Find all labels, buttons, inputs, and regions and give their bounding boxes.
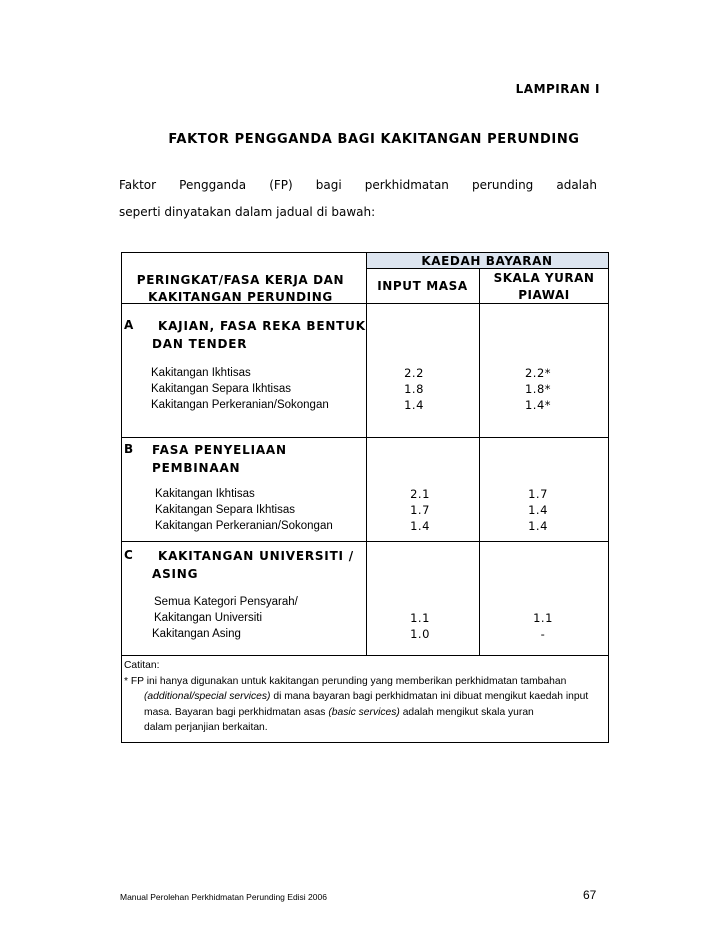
- input-masa-value: 1.7: [410, 503, 430, 517]
- section-letter-a: A: [124, 318, 134, 332]
- header-line: PIAWAI: [518, 288, 570, 302]
- skala-yuran-value: 1.8*: [524, 382, 552, 396]
- page-number: 67: [583, 888, 597, 902]
- notes-divider: [121, 655, 609, 656]
- column-header-kaedah: KAEDAH BAYARAN: [421, 254, 553, 268]
- input-masa-value: 2.1: [410, 487, 430, 501]
- input-masa-value: 1.4: [404, 398, 424, 412]
- header-line: PERINGKAT/FASA KERJA DAN: [136, 273, 345, 287]
- intro-word: Pengganda: [179, 178, 247, 192]
- staff-category-label: Semua Kategori Pensyarah/: [154, 596, 298, 608]
- staff-label: Kakitangan Asing: [152, 628, 241, 640]
- intro-word: Faktor: [119, 178, 157, 192]
- header-line: SKALA YURAN: [493, 271, 595, 285]
- section-title-line: ASING: [152, 567, 199, 581]
- section-title-b: [152, 441, 287, 477]
- column-header-skala-yuran: [480, 270, 608, 304]
- column-divider-1: [366, 252, 367, 655]
- intro-line-2: seperti dinyatakan dalam jadual di bawah:: [119, 205, 376, 219]
- column-header-input-masa: INPUT MASA: [377, 279, 468, 293]
- notes-line: dalam perjanjian berkaitan.: [144, 722, 268, 733]
- skala-yuran-value: 1.4: [528, 519, 548, 533]
- notes-line: [124, 705, 604, 721]
- skala-yuran-value: 1.1: [533, 611, 553, 625]
- notes-heading: Catitan:: [124, 660, 160, 671]
- notes-text: di mana bayaran bagi perkhidmatan ini dibuat mengikut kaedah input: [270, 691, 589, 702]
- staff-label: Kakitangan Perkeranian/Sokongan: [155, 520, 333, 532]
- section-title-a: [152, 317, 366, 353]
- section-divider-b: [121, 541, 609, 542]
- column-header-peringkat: [128, 272, 353, 306]
- input-masa-value: 1.8: [404, 382, 424, 396]
- input-masa-value: 1.1: [410, 611, 430, 625]
- skala-yuran-value: -: [540, 627, 546, 641]
- notes-text: masa. Bayaran bagi perkhidmatan asas: [144, 706, 329, 718]
- section-title-line: DAN TENDER: [152, 337, 248, 351]
- input-masa-value: 2.2: [404, 366, 424, 380]
- skala-yuran-value: 1.7: [528, 487, 548, 501]
- section-title-line: KAKITANGAN UNIVERSITI /: [158, 549, 354, 563]
- section-title-line: FASA PENYELIAAN: [152, 443, 287, 457]
- input-masa-value: 1.4: [410, 519, 430, 533]
- column-divider-2: [479, 268, 480, 655]
- skala-yuran-value: 1.4*: [524, 398, 552, 412]
- section-title-line: PEMBINAAN: [152, 461, 241, 475]
- section-divider-a: [121, 437, 609, 438]
- page-title: FAKTOR PENGGANDA BAGI KAKITANGAN PERUNDING: [168, 132, 580, 147]
- staff-label: Kakitangan Perkeranian/Sokongan: [151, 399, 329, 411]
- section-letter-c: C: [124, 548, 133, 562]
- notes-text: adalah mengikut skala yuran: [399, 706, 534, 718]
- section-title-line: KAJIAN, FASA REKA BENTUK: [158, 319, 366, 333]
- kaedah-divider: [366, 268, 608, 269]
- skala-yuran-value: 1.4: [528, 503, 548, 517]
- section-letter-b: B: [124, 442, 134, 456]
- staff-label: Kakitangan Separa Ikhtisas: [151, 383, 292, 395]
- section-title-c: [152, 547, 354, 583]
- input-masa-value: 1.0: [410, 627, 430, 641]
- intro-word: perkhidmatan: [364, 178, 449, 192]
- header-line: KAKITANGAN PERUNDING: [148, 290, 333, 304]
- notes-line: * FP ini hanya digunakan untuk kakitangan perunding yang memberikan perkhidmatan tambahan: [124, 675, 567, 687]
- staff-label: Kakitangan Ikhtisas: [151, 367, 251, 379]
- notes-italic: (basic services): [328, 706, 400, 718]
- notes-line: [124, 689, 604, 705]
- intro-word: adalah: [556, 178, 597, 192]
- intro-line-1: [119, 178, 597, 192]
- staff-label: Kakitangan Ikhtisas: [155, 488, 255, 500]
- skala-yuran-value: 2.2*: [524, 366, 552, 380]
- appendix-label: LAMPIRAN I: [515, 82, 600, 96]
- intro-word: perunding: [471, 178, 534, 192]
- staff-label: Kakitangan Separa Ikhtisas: [155, 504, 296, 516]
- intro-word: bagi: [315, 178, 342, 192]
- notes-italic: (additional/special services): [144, 691, 271, 702]
- staff-label: Kakitangan Universiti: [154, 612, 263, 624]
- notes-section: [124, 658, 604, 736]
- footer-text: Manual Perolehan Perkhidmatan Perunding Edisi 2006: [120, 892, 327, 902]
- intro-word: (FP): [269, 178, 293, 192]
